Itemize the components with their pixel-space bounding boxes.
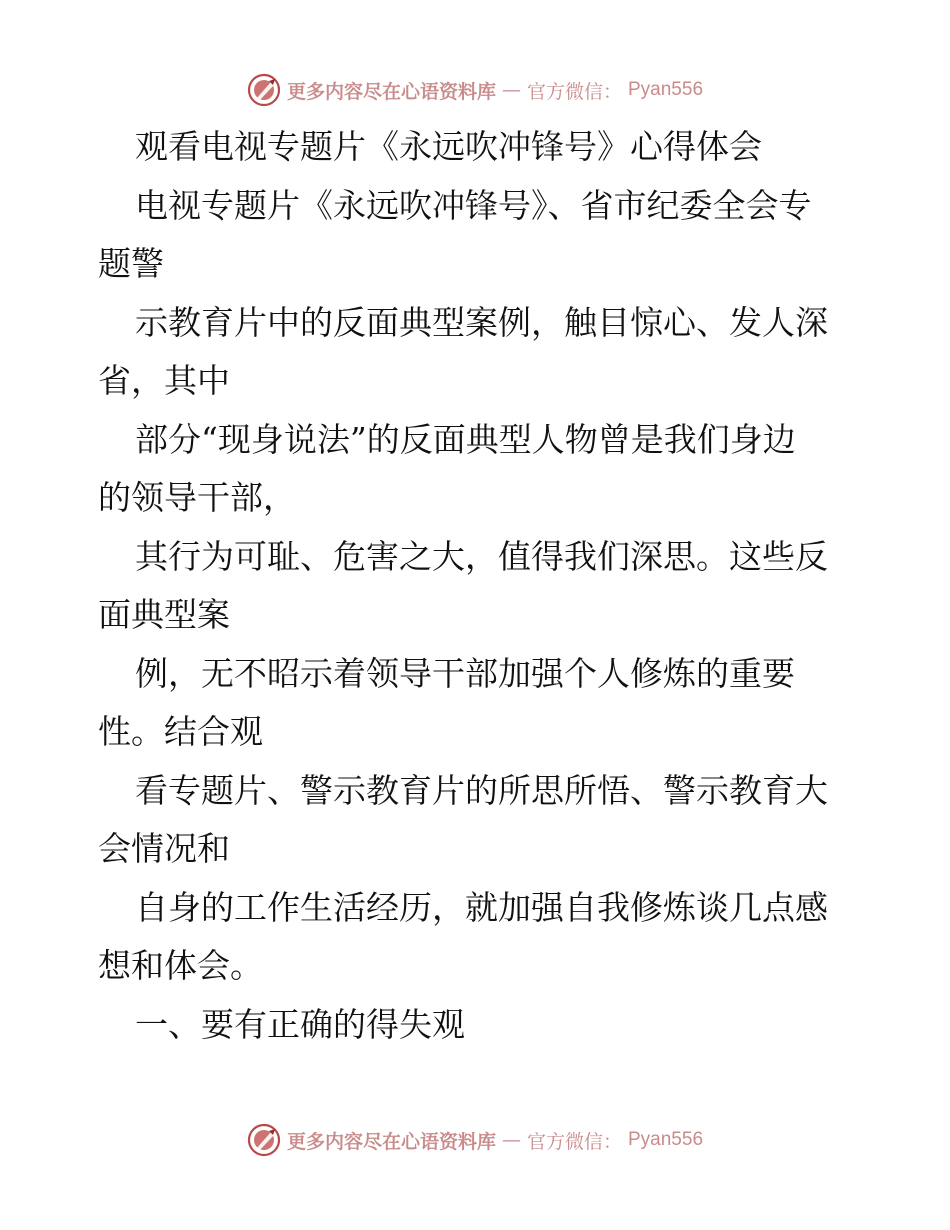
header-banner: [0, 70, 950, 110]
paragraph-line: 会情况和: [98, 829, 230, 868]
document-body: [98, 118, 858, 1054]
footer-banner-content: [247, 1123, 703, 1157]
paragraph-line: 电视专题片《永远吹冲锋号》、省市纪委全会专: [135, 185, 812, 225]
paragraph-line: 部分“现身说法”的反面典型人物曾是我们身边: [135, 419, 796, 459]
header-banner-content: [247, 73, 703, 107]
paragraph-line: 看专题片、警示教育片的所思所悟、警示教育大: [135, 770, 828, 810]
footer-promo-text: 更多内容尽在心语资料库: [286, 1130, 496, 1153]
section-heading: 一、要有正确的得失观: [135, 1004, 465, 1044]
paragraph-line: 性。结合观: [98, 712, 263, 751]
paragraph-line: 面典型案: [98, 595, 230, 634]
paragraph-line: 题警: [98, 244, 164, 283]
pen-circle-logo-icon: [247, 73, 281, 107]
paragraph-line: 的领导干部，: [98, 478, 296, 517]
document-title: 观看电视专题片《永远吹冲锋号》心得体会: [135, 127, 762, 166]
paragraph-line: 省，其中: [98, 361, 230, 400]
footer-wechat-id: Pyan556: [628, 1129, 704, 1150]
header-wechat-label: 官方微信：: [526, 80, 622, 103]
header-promo-text: 更多内容尽在心语资料库: [286, 80, 496, 103]
header-wechat-id: Pyan556: [628, 79, 704, 100]
paragraph-line: 其行为可耻、危害之大，值得我们深思。这些反: [135, 536, 828, 576]
paragraph-line: 自身的工作生活经历，就加强自我修炼谈几点感: [135, 887, 828, 927]
footer-wechat-label: 官方微信：: [526, 1130, 622, 1153]
paragraph-line: 例，无不昭示着领导干部加强个人修炼的重要: [135, 653, 795, 693]
header-dash: —: [501, 79, 521, 101]
footer-dash: —: [501, 1129, 521, 1151]
paragraph-line: 想和体会。: [98, 946, 263, 985]
footer-banner: [0, 1120, 950, 1160]
pen-circle-logo-icon: [247, 1123, 281, 1157]
paragraph-line: 示教育片中的反面典型案例，触目惊心、发人深: [135, 302, 828, 342]
